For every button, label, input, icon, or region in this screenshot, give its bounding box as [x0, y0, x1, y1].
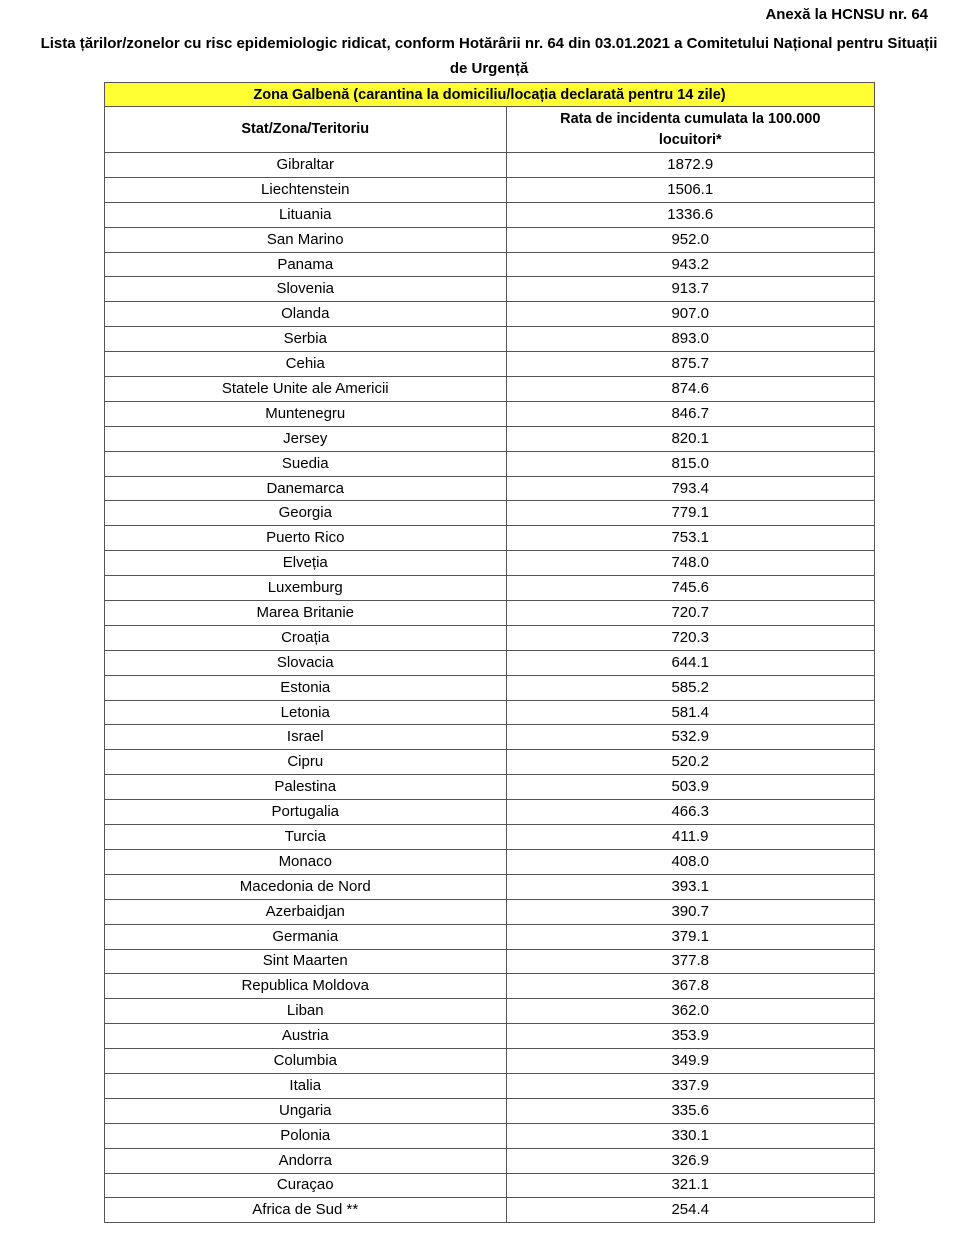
incidence-cell: 753.1: [506, 526, 875, 551]
incidence-cell: 720.3: [506, 625, 875, 650]
incidence-cell: 779.1: [506, 501, 875, 526]
table-row: [105, 302, 875, 327]
country-cell: Liban: [105, 999, 507, 1024]
incidence-cell: 411.9: [506, 825, 875, 850]
incidence-cell: 745.6: [506, 576, 875, 601]
table-row: [105, 1024, 875, 1049]
country-cell: Suedia: [105, 451, 507, 476]
table-row: [105, 1198, 875, 1223]
country-cell: Germania: [105, 924, 507, 949]
country-cell: Columbia: [105, 1049, 507, 1074]
incidence-cell: 349.9: [506, 1049, 875, 1074]
country-cell: Statele Unite ale Americii: [105, 377, 507, 402]
country-cell: Republica Moldova: [105, 974, 507, 999]
table-row: [105, 725, 875, 750]
country-cell: Estonia: [105, 675, 507, 700]
incidence-cell: 893.0: [506, 327, 875, 352]
table-row: [105, 1173, 875, 1198]
country-cell: Lituania: [105, 202, 507, 227]
incidence-cell: 581.4: [506, 700, 875, 725]
country-cell: Ungaria: [105, 1098, 507, 1123]
country-cell: Puerto Rico: [105, 526, 507, 551]
incidence-cell: 585.2: [506, 675, 875, 700]
table-row: [105, 974, 875, 999]
table-row: [105, 899, 875, 924]
table-row: [105, 750, 875, 775]
table-row: [105, 800, 875, 825]
table-row: [105, 526, 875, 551]
table-row: [105, 252, 875, 277]
incidence-cell: 466.3: [506, 800, 875, 825]
incidence-cell: 875.7: [506, 352, 875, 377]
table-row: [105, 1098, 875, 1123]
zone-header-row: [105, 83, 875, 107]
country-cell: Palestina: [105, 775, 507, 800]
country-cell: Croația: [105, 625, 507, 650]
country-cell: Slovacia: [105, 650, 507, 675]
table-row: [105, 277, 875, 302]
table-row: [105, 949, 875, 974]
incidence-cell: 907.0: [506, 302, 875, 327]
country-cell: Liechtenstein: [105, 177, 507, 202]
country-cell: Panama: [105, 252, 507, 277]
country-cell: Slovenia: [105, 277, 507, 302]
table-row: [105, 849, 875, 874]
column-header-row: [105, 107, 875, 153]
table-row: [105, 874, 875, 899]
incidence-cell: 913.7: [506, 277, 875, 302]
incidence-cell: 1506.1: [506, 177, 875, 202]
document-title: Lista țărilor/zonelor cu risc epidemiologic ridicat, conform Hotărârii nr. 64 din 03.01.2021 a Comitetului Național pentru Situații de Urgență: [40, 35, 938, 77]
country-cell: Gibraltar: [105, 153, 507, 178]
country-cell: Israel: [105, 725, 507, 750]
table-row: [105, 401, 875, 426]
incidence-cell: 379.1: [506, 924, 875, 949]
table-row: [105, 999, 875, 1024]
country-cell: Cipru: [105, 750, 507, 775]
incidence-cell: 335.6: [506, 1098, 875, 1123]
country-cell: Danemarca: [105, 476, 507, 501]
incidence-cell: 393.1: [506, 874, 875, 899]
incidence-cell: 337.9: [506, 1073, 875, 1098]
table-body: [105, 153, 875, 1223]
incidence-cell: 820.1: [506, 426, 875, 451]
table-row: [105, 1123, 875, 1148]
table-row: [105, 675, 875, 700]
country-cell: Cehia: [105, 352, 507, 377]
country-cell: Italia: [105, 1073, 507, 1098]
zone-header: Zona Galbenă (carantina la domiciliu/locația declarată pentru 14 zile): [105, 83, 875, 107]
incidence-cell: 353.9: [506, 1024, 875, 1049]
column-header-country: Stat/Zona/Teritoriu: [105, 107, 507, 153]
country-cell: Monaco: [105, 849, 507, 874]
table-row: [105, 501, 875, 526]
country-cell: Letonia: [105, 700, 507, 725]
incidence-cell: 874.6: [506, 377, 875, 402]
incidence-cell: 362.0: [506, 999, 875, 1024]
table-row: [105, 177, 875, 202]
table-row: [105, 377, 875, 402]
incidence-cell: 330.1: [506, 1123, 875, 1148]
table-row: [105, 601, 875, 626]
incidence-cell: 943.2: [506, 252, 875, 277]
incidence-cell: 793.4: [506, 476, 875, 501]
country-cell: Andorra: [105, 1148, 507, 1173]
incidence-cell: 1336.6: [506, 202, 875, 227]
incidence-cell: 952.0: [506, 227, 875, 252]
country-cell: Polonia: [105, 1123, 507, 1148]
country-cell: Austria: [105, 1024, 507, 1049]
incidence-cell: 390.7: [506, 899, 875, 924]
incidence-cell: 503.9: [506, 775, 875, 800]
table-row: [105, 775, 875, 800]
column-header-incidence: Rata de incidenta cumulata la 100.000 locuitori*: [506, 107, 875, 153]
incidence-cell: 748.0: [506, 551, 875, 576]
incidence-cell: 254.4: [506, 1198, 875, 1223]
table-row: [105, 476, 875, 501]
country-cell: Muntenegru: [105, 401, 507, 426]
incidence-cell: 321.1: [506, 1173, 875, 1198]
table-row: [105, 551, 875, 576]
country-cell: Serbia: [105, 327, 507, 352]
table-row: [105, 202, 875, 227]
table-row: [105, 451, 875, 476]
incidence-cell: 408.0: [506, 849, 875, 874]
table-row: [105, 1148, 875, 1173]
country-cell: Africa de Sud **: [105, 1198, 507, 1223]
country-cell: Turcia: [105, 825, 507, 850]
country-cell: Elveția: [105, 551, 507, 576]
incidence-cell: 520.2: [506, 750, 875, 775]
country-cell: Luxemburg: [105, 576, 507, 601]
table-row: [105, 426, 875, 451]
table-row: [105, 576, 875, 601]
incidence-cell: 532.9: [506, 725, 875, 750]
incidence-cell: 815.0: [506, 451, 875, 476]
table-row: [105, 650, 875, 675]
country-cell: Jersey: [105, 426, 507, 451]
country-cell: Curaçao: [105, 1173, 507, 1198]
country-cell: Macedonia de Nord: [105, 874, 507, 899]
incidence-cell: 1872.9: [506, 153, 875, 178]
annex-label: Anexă la HCNSU nr. 64: [765, 6, 928, 23]
country-cell: Olanda: [105, 302, 507, 327]
table-row: [105, 153, 875, 178]
table-row: [105, 1049, 875, 1074]
incidence-table: [104, 82, 875, 1223]
incidence-cell: 367.8: [506, 974, 875, 999]
table-row: [105, 227, 875, 252]
table-row: [105, 352, 875, 377]
incidence-cell: 644.1: [506, 650, 875, 675]
table-row: [105, 924, 875, 949]
incidence-cell: 846.7: [506, 401, 875, 426]
incidence-cell: 326.9: [506, 1148, 875, 1173]
country-cell: Georgia: [105, 501, 507, 526]
country-cell: Sint Maarten: [105, 949, 507, 974]
table-row: [105, 625, 875, 650]
country-cell: San Marino: [105, 227, 507, 252]
incidence-cell: 720.7: [506, 601, 875, 626]
table-row: [105, 700, 875, 725]
country-cell: Marea Britanie: [105, 601, 507, 626]
country-cell: Portugalia: [105, 800, 507, 825]
table-row: [105, 1073, 875, 1098]
table-row: [105, 327, 875, 352]
country-cell: Azerbaidjan: [105, 899, 507, 924]
table-row: [105, 825, 875, 850]
incidence-cell: 377.8: [506, 949, 875, 974]
